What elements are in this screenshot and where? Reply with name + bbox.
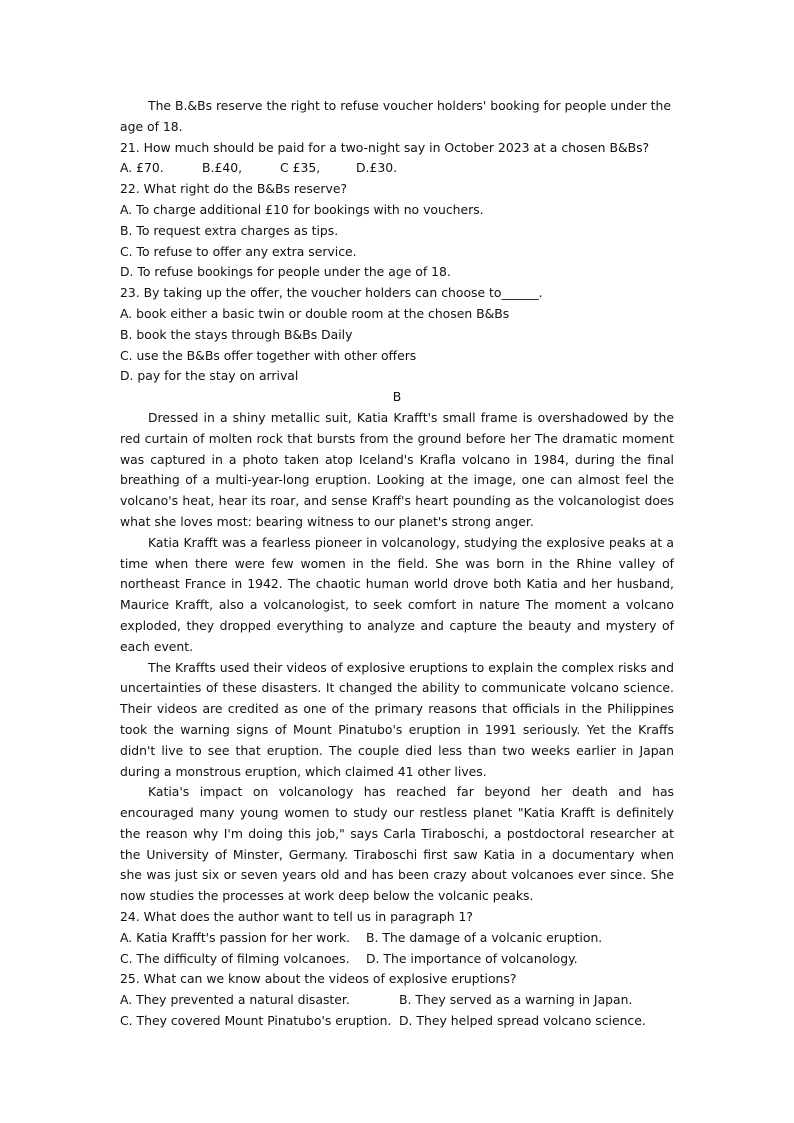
option-25-c: C. They covered Mount Pinatubo's eruption.	[120, 1013, 392, 1029]
question-22: 22. What right do the B&Bs reserve?	[120, 181, 348, 197]
question-24: 24. What does the author want to tell us in paragraph 1?	[120, 909, 473, 925]
option-24-d: D. The importance of volcanology.	[366, 950, 578, 966]
option-22-d: D. To refuse bookings for people under the age of 18.	[120, 264, 451, 280]
passage-paragraph-1: Dressed in a shiny metallic suit, Katia Krafft's small frame is overshadowed by the red curtain of molten rock that bursts from the ground before her The dramatic moment was captured in a photo taken atop Iceland's Krafla volcano in 1984, during the final breathing of a multi-year-long eruption. Looking at the image, one can almost feel the volcano's heat, hear its roar, and sense Kraff's heart pounding as the volcanologist does what she loves most: bearing witness to our planet's strong anger.	[120, 409, 674, 529]
question-21-options	[120, 158, 674, 179]
option-21-a: A. £70.	[120, 160, 164, 176]
passage-paragraph-4: Katia's impact on volcanology has reached far beyond her death and has encouraged many young women to study our restless planet "Katia Krafft is definitely the reason why I'm doing this job," says Carla Tiraboschi, a postdoctoral researcher at the University of Minster, Germany. Tiraboschi first saw Katia in a documentary when she was just six or seven years old and has been crazy about volcanoes ever since. She now studies the processes at work deep below the volcanic peaks.	[120, 784, 674, 904]
option-22-a: A. To charge additional £10 for bookings with no vouchers.	[120, 201, 484, 217]
option-21-c: C £35,	[280, 160, 321, 176]
option-25-b: B. They served as a warning in Japan.	[399, 992, 633, 1008]
option-25-d: D. They helped spread volcano science.	[399, 1013, 646, 1029]
option-23-b: B. book the stays through B&Bs Daily	[120, 326, 353, 342]
passage-paragraph-3: The Kraffts used their videos of explosive eruptions to explain the complex risks and uncertainties of these disasters. It changed the ability to communicate volcano science. Their videos are credited as one of the primary reasons that officials in the Philippines took the warning signs of Mount Pinatubo's eruption in 1991 seriously. Yet the Kraffs didn't live to see that eruption. The couple died less than two weeks earlier in Japan during a monstrous eruption, which claimed 41 other lives.	[120, 659, 674, 779]
notice-paragraph: The B.&Bs reserve the right to refuse voucher holders' booking for people under the age of 18.	[120, 98, 671, 134]
option-25-a: A. They prevented a natural disaster.	[120, 992, 350, 1008]
option-22-b: B. To request extra charges as tips.	[120, 222, 339, 238]
question-25: 25. What can we know about the videos of explosive eruptions?	[120, 971, 517, 987]
option-24-a: A. Katia Krafft's passion for her work.	[120, 929, 351, 945]
question-21: 21. How much should be paid for a two-night say in October 2023 at a chosen B&Bs?	[120, 139, 650, 155]
section-label: B	[392, 389, 402, 405]
question-25-options-row-2	[120, 1011, 674, 1032]
question-25-options-row-1	[120, 990, 674, 1011]
option-21-b: B.£40,	[202, 160, 243, 176]
option-24-b: B. The damage of a volcanic eruption.	[366, 929, 603, 945]
option-24-c: C. The difficulty of filming volcanoes.	[120, 950, 350, 966]
question-24-options-row-1	[120, 928, 674, 949]
document-page	[120, 96, 674, 1032]
option-23-d: D. pay for the stay on arrival	[120, 368, 299, 384]
question-24-options-row-2	[120, 949, 674, 970]
option-22-c: C. To refuse to offer any extra service.	[120, 243, 357, 259]
option-23-a: A. book either a basic twin or double room at the chosen B&Bs	[120, 305, 510, 321]
question-23: 23. By taking up the offer, the voucher holders can choose to______.	[120, 285, 543, 301]
passage-paragraph-2: Katia Krafft was a fearless pioneer in volcanology, studying the explosive peaks at a time when there were few women in the field. She was born in the Rhine valley of northeast France in 1942. The chaotic human world drove both Katia and her husband, Maurice Krafft, also a volcanologist, to seek comfort in nature The moment a volcano exploded, they dropped everything to analyze and capture the beauty and mystery of each event.	[120, 534, 674, 654]
option-23-c: C. use the B&Bs offer together with other offers	[120, 347, 417, 363]
option-21-d: D.£30.	[356, 160, 398, 176]
